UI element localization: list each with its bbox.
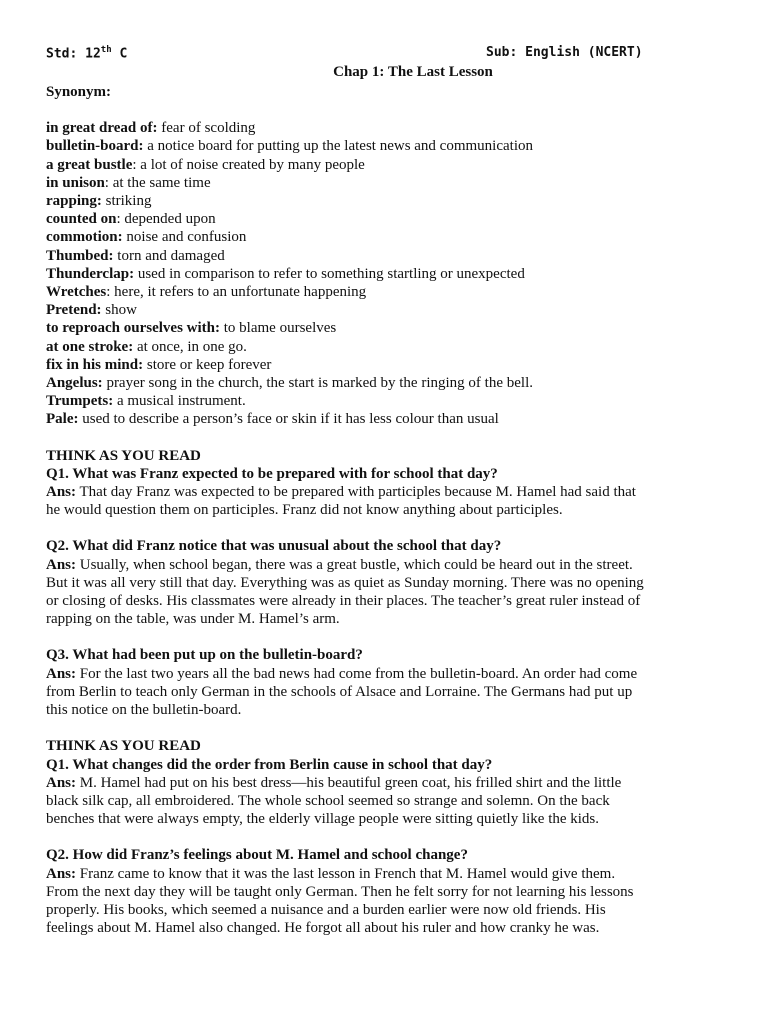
question: Q3. What had been put up on the bulletin-board? — [46, 647, 363, 664]
synonym-meaning: : depended upon — [116, 211, 216, 228]
synonym-meaning: fear of scolding — [157, 120, 256, 137]
synonym-item — [46, 192, 726, 210]
synonym-item — [46, 374, 726, 392]
answer-line — [46, 665, 726, 683]
answer-line — [46, 683, 726, 701]
answer-text: properly. His books, which seemed a nuisance and a burden earlier were now old friends. His — [46, 901, 606, 918]
subject-label: Sub: English (NCERT) — [486, 45, 643, 60]
synonym-term: in great dread of: — [46, 120, 158, 137]
section-heading: THINK AS YOU READ — [46, 738, 201, 755]
answer-line — [46, 574, 726, 592]
synonym-meaning: : here, it refers to an unfortunate happening — [106, 284, 367, 301]
question: Q1. What changes did the order from Berlin cause in school that day? — [46, 756, 493, 773]
answer-text: rapping on the table, was under M. Hamel’s arm. — [46, 611, 340, 628]
synonym-meaning: store or keep forever — [143, 356, 272, 373]
synonym-meaning: prayer song in the church, the start is marked by the ringing of the bell. — [102, 375, 533, 392]
synonym-meaning: : at the same time — [104, 174, 211, 191]
answer-line — [46, 592, 726, 610]
synonym-term: Pretend: — [46, 302, 102, 319]
answer-line — [46, 610, 726, 628]
synonym-meaning: noise and confusion — [122, 229, 247, 246]
synonym-heading: Synonym: — [46, 84, 112, 100]
answer-text: or closing of desks. His classmates were already in their places. The teacher’s great ruler instead of — [46, 593, 641, 610]
answer-line — [46, 701, 726, 719]
synonym-term: at one stroke: — [46, 338, 134, 355]
answer-line — [46, 501, 726, 519]
section-think-as-you-read-1 — [46, 447, 726, 720]
section-heading: THINK AS YOU READ — [46, 447, 201, 464]
synonym-term: counted on — [46, 211, 117, 228]
answer-line — [46, 901, 726, 919]
chapter-title: Chap 1: The Last Lesson — [333, 64, 493, 80]
synonym-term: bulletin-board: — [46, 138, 144, 155]
synonym-term: Wretches — [46, 284, 107, 301]
synonym-meaning: a musical instrument. — [113, 393, 246, 410]
synonym-meaning: show — [101, 302, 137, 319]
answer-text: from Berlin to teach only German in the schools of Alsace and Lorraine. The Germans had put up — [46, 683, 633, 700]
answer-label: Ans: — [46, 665, 77, 682]
answer-text: he would question them on participles. Franz did not know anything about participles. — [46, 502, 563, 519]
synonym-meaning: used in comparison to refer to something startling or unexpected — [134, 265, 525, 282]
synonym-item — [46, 156, 726, 174]
answer-line — [46, 810, 726, 828]
synonym-item — [46, 301, 726, 319]
synonym-item — [46, 319, 726, 337]
answer-text: For the last two years all the bad news had come from the bulletin-board. An order had come — [76, 665, 638, 682]
synonym-item — [46, 410, 726, 428]
synonym-item — [46, 283, 726, 301]
synonym-term: fix in his mind: — [46, 356, 144, 373]
synonym-meaning: to blame ourselves — [220, 320, 337, 337]
synonym-item — [46, 174, 726, 192]
synonym-term: Trumpets: — [46, 393, 114, 410]
answer-line — [46, 919, 726, 937]
answer-line — [46, 483, 726, 501]
question: Q2. How did Franz’s feelings about M. Hamel and school change? — [46, 847, 468, 864]
answer-line — [46, 556, 726, 574]
synonym-term: in unison — [46, 174, 105, 191]
answer-label: Ans: — [46, 774, 77, 791]
answer-text: Usually, when school began, there was a great bustle, which could be heard out in the street. — [76, 556, 633, 573]
answer-line — [46, 792, 726, 810]
synonym-term: Angelus: — [46, 375, 103, 392]
answer-line — [46, 865, 726, 883]
answer-text: Franz came to know that it was the last lesson in French that M. Hamel would give them. — [76, 865, 616, 882]
answer-line — [46, 883, 726, 901]
synonym-item — [46, 265, 726, 283]
synonym-item — [46, 247, 726, 265]
answer-label: Ans: — [46, 484, 77, 501]
synonym-item — [46, 228, 726, 246]
synonym-term: commotion: — [46, 229, 123, 246]
question: Q2. What did Franz notice that was unusual about the school that day? — [46, 538, 502, 555]
answer-text: But it was all very still that day. Everything was as quiet as Sunday morning. There was no opening — [46, 574, 644, 591]
answer-line — [46, 774, 726, 792]
synonym-term: a great bustle — [46, 156, 133, 173]
answer-text: benches that were always empty, the elderly village people were sitting quietly like the kids. — [46, 811, 600, 828]
synonym-list — [46, 119, 726, 428]
synonym-item — [46, 392, 726, 410]
synonym-item — [46, 356, 726, 374]
document-body — [46, 83, 726, 937]
answer-text: this notice on the bulletin-board. — [46, 702, 242, 719]
synonym-item — [46, 338, 726, 356]
synonym-meaning: at once, in one go. — [133, 338, 247, 355]
answer-label: Ans: — [46, 556, 77, 573]
synonym-item — [46, 137, 726, 155]
answer-text: black silk cap, all embroidered. The whole school seemed so strange and solemn. On the back — [46, 792, 610, 809]
answer-text: M. Hamel had put on his best dress—his beautiful green coat, his frilled shirt and the little — [76, 774, 622, 791]
synonym-meaning: torn and damaged — [113, 247, 225, 264]
answer-label: Ans: — [46, 865, 77, 882]
synonym-term: to reproach ourselves with: — [46, 320, 221, 337]
standard-label: Std: 12th C — [46, 45, 128, 62]
synonym-item — [46, 210, 726, 228]
synonym-term: rapping: — [46, 193, 102, 210]
synonym-meaning: a notice board for putting up the latest news and communication — [143, 138, 533, 155]
synonym-meaning: used to describe a person’s face or skin if it has less colour than usual — [78, 411, 499, 428]
question: Q1. What was Franz expected to be prepared with for school that day? — [46, 465, 498, 482]
synonym-meaning: striking — [101, 193, 152, 210]
answer-text: That day Franz was expected to be prepared with participles because M. Hamel had said that — [76, 484, 636, 501]
synonym-meaning: : a lot of noise created by many people — [132, 156, 365, 173]
synonym-term: Pale: — [46, 411, 79, 428]
synonym-term: Thunderclap: — [46, 265, 135, 282]
answer-text: From the next day they will be taught only German. Then he felt sorry for not learning his lessons — [46, 883, 634, 900]
synonym-item — [46, 119, 726, 137]
section-think-as-you-read-2 — [46, 737, 726, 937]
synonym-term: Thumbed: — [46, 247, 114, 264]
answer-text: feelings about M. Hamel also changed. He forgot all about his ruler and how cranky he was. — [46, 920, 600, 937]
